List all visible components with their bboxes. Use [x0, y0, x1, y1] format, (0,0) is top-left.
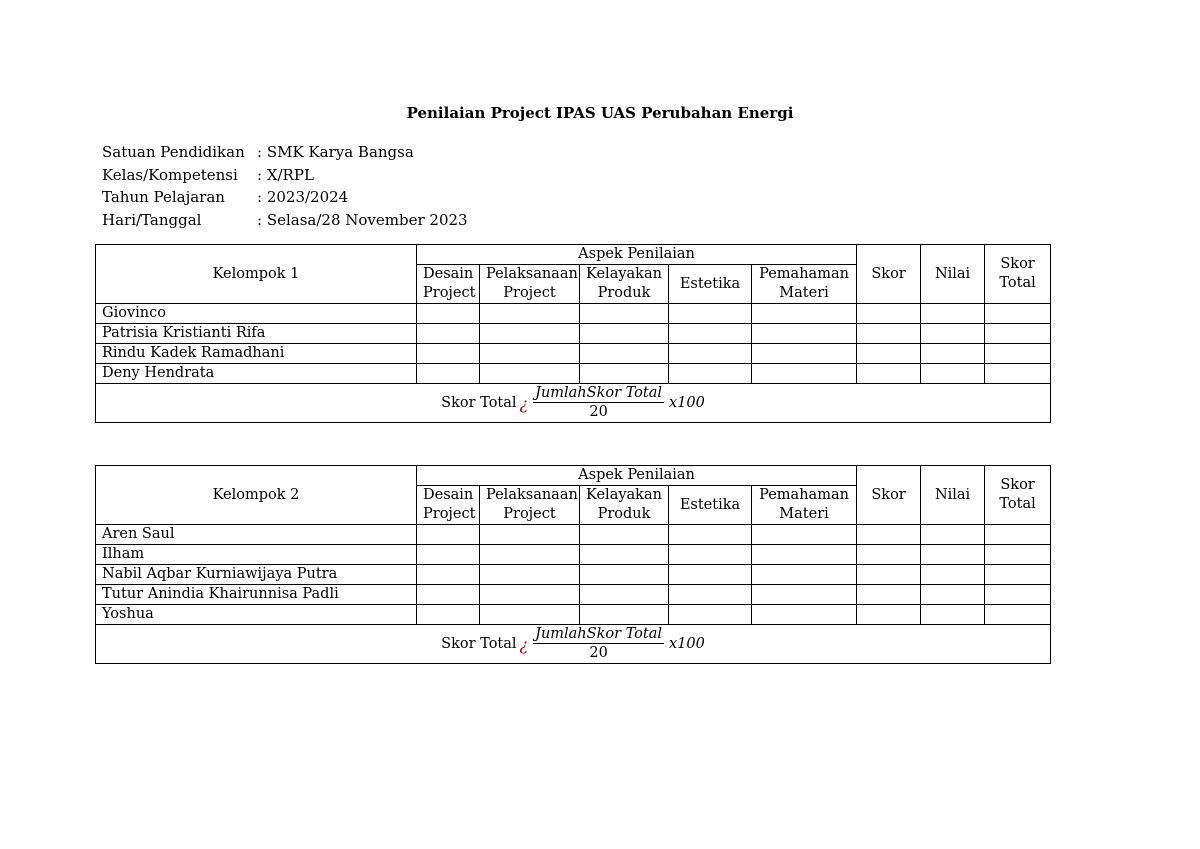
member-name: Aren Saul: [96, 525, 417, 545]
formula-multiplier: x100: [669, 394, 705, 411]
header-line: Kelayakan: [586, 266, 662, 282]
formula-symbol: ¿: [519, 393, 529, 413]
score-cell[interactable]: [985, 525, 1051, 545]
info-label: Satuan Pendidikan: [102, 143, 245, 161]
score-cell[interactable]: [857, 525, 921, 545]
skor-header: Skor: [857, 245, 921, 304]
table-row: [96, 324, 1051, 344]
info-row-tanggal: [102, 209, 468, 232]
header-line: Pelaksanaan: [486, 266, 578, 282]
formula-symbol: ¿: [519, 634, 529, 654]
score-cell[interactable]: [669, 364, 752, 384]
score-cell[interactable]: [985, 565, 1051, 585]
score-cell[interactable]: [752, 344, 857, 364]
pemahaman-header: [752, 486, 857, 525]
skor-header: Skor: [857, 466, 921, 525]
score-cell[interactable]: [480, 304, 580, 324]
score-cell[interactable]: [480, 545, 580, 565]
score-cell[interactable]: [480, 525, 580, 545]
member-name: Patrisia Kristianti Rifa: [96, 324, 417, 344]
score-cell[interactable]: [752, 525, 857, 545]
score-cell[interactable]: [752, 324, 857, 344]
score-cell[interactable]: [580, 585, 669, 605]
member-name: Ilham: [96, 545, 417, 565]
score-cell[interactable]: [669, 324, 752, 344]
table-row: [96, 565, 1051, 585]
estetika-header: Estetika: [669, 486, 752, 525]
score-cell[interactable]: [921, 364, 985, 384]
score-cell[interactable]: [580, 304, 669, 324]
header-line: Kelayakan: [586, 487, 662, 503]
score-cell[interactable]: [857, 324, 921, 344]
score-cell[interactable]: [857, 545, 921, 565]
skor-total-formula: [441, 626, 705, 662]
score-cell[interactable]: [752, 364, 857, 384]
header-line: Pelaksanaan: [486, 487, 578, 503]
member-name: Nabil Aqbar Kurniawijaya Putra: [96, 565, 417, 585]
table-row: [96, 304, 1051, 324]
score-cell[interactable]: [417, 344, 480, 364]
grading-table-group-2: [95, 465, 1051, 664]
estetika-header: Estetika: [669, 265, 752, 304]
score-cell[interactable]: [985, 605, 1051, 625]
score-cell[interactable]: [580, 364, 669, 384]
score-cell[interactable]: [580, 605, 669, 625]
score-cell[interactable]: [480, 324, 580, 344]
formula-fraction: [533, 385, 664, 421]
skor-total-formula: [441, 385, 705, 421]
score-cell[interactable]: [921, 324, 985, 344]
header-line: Produk: [597, 285, 651, 301]
header-line: Project: [503, 285, 556, 301]
score-cell[interactable]: [752, 304, 857, 324]
member-name: Giovinco: [96, 304, 417, 324]
score-cell[interactable]: [417, 324, 480, 344]
group-name-header: Kelompok 1: [96, 245, 417, 304]
header-line: Produk: [597, 506, 651, 522]
formula-numerator: JumlahSkor Total: [535, 626, 663, 642]
grading-table-group-1: [95, 244, 1051, 423]
info-value: : SMK Karya Bangsa: [257, 143, 414, 161]
score-cell[interactable]: [480, 605, 580, 625]
formula-row: [96, 625, 1051, 664]
score-cell[interactable]: [857, 605, 921, 625]
info-row-tahun: [102, 186, 468, 209]
skor-total-header-line: Total: [999, 496, 1036, 512]
header-line: Project: [423, 285, 476, 301]
header-line: Project: [423, 506, 476, 522]
formula-cell: [96, 625, 1051, 664]
score-cell[interactable]: [417, 605, 480, 625]
score-cell[interactable]: [580, 324, 669, 344]
score-cell[interactable]: [857, 304, 921, 324]
group-name-header: Kelompok 2: [96, 466, 417, 525]
header-line: Project: [503, 506, 556, 522]
table-row: [96, 585, 1051, 605]
table-row: [96, 545, 1051, 565]
score-cell[interactable]: [985, 304, 1051, 324]
table-row: [96, 605, 1051, 625]
member-name: Deny Hendrata: [96, 364, 417, 384]
score-cell[interactable]: [921, 545, 985, 565]
formula-denominator: 20: [589, 404, 608, 420]
skor-total-header-line: Skor: [1000, 256, 1035, 272]
pelaksanaan-header: [480, 486, 580, 525]
document-title: Penilaian Project IPAS UAS Perubahan Energi: [406, 104, 794, 122]
score-cell[interactable]: [669, 344, 752, 364]
score-cell[interactable]: [580, 344, 669, 364]
info-label: Hari/Tanggal: [102, 210, 202, 229]
score-cell[interactable]: [985, 364, 1051, 384]
score-cell[interactable]: [417, 565, 480, 585]
score-cell[interactable]: [985, 585, 1051, 605]
score-cell[interactable]: [752, 545, 857, 565]
skor-total-header: [985, 466, 1051, 525]
score-cell[interactable]: [480, 585, 580, 605]
formula-row: [96, 384, 1051, 423]
aspek-header: Aspek Penilaian: [417, 466, 857, 486]
formula-label: Skor Total: [441, 635, 517, 652]
skor-total-header-line: Total: [999, 275, 1036, 291]
score-cell[interactable]: [857, 565, 921, 585]
score-cell[interactable]: [752, 605, 857, 625]
formula-label: Skor Total: [441, 394, 517, 411]
formula-numerator: JumlahSkor Total: [535, 385, 663, 401]
header-line: Desain: [423, 266, 474, 282]
score-cell[interactable]: [921, 585, 985, 605]
formula-denominator: 20: [589, 645, 608, 661]
score-cell[interactable]: [417, 585, 480, 605]
info-value: : X/RPL: [257, 165, 314, 184]
score-cell[interactable]: [857, 585, 921, 605]
score-cell[interactable]: [752, 565, 857, 585]
skor-total-header-line: Skor: [1000, 477, 1035, 493]
member-name: Tutur Anindia Khairunnisa Padli: [96, 585, 417, 605]
score-cell[interactable]: [480, 565, 580, 585]
formula-multiplier: x100: [669, 635, 705, 652]
skor-total-header: [985, 245, 1051, 304]
table-row: [96, 364, 1051, 384]
score-cell[interactable]: [857, 364, 921, 384]
score-cell[interactable]: [985, 324, 1051, 344]
pemahaman-header: [752, 265, 857, 304]
score-cell[interactable]: [985, 344, 1051, 364]
score-cell[interactable]: [480, 344, 580, 364]
score-cell[interactable]: [580, 525, 669, 545]
score-cell[interactable]: [669, 304, 752, 324]
info-row-satuan: [102, 141, 468, 164]
info-row-kelas: [102, 164, 468, 187]
kelayakan-header: [580, 486, 669, 525]
aspek-header: Aspek Penilaian: [417, 245, 857, 265]
header-line: Pemahaman: [759, 266, 849, 282]
table-row: [96, 525, 1051, 545]
score-cell[interactable]: [669, 545, 752, 565]
score-cell[interactable]: [417, 304, 480, 324]
score-cell[interactable]: [921, 565, 985, 585]
score-cell[interactable]: [417, 545, 480, 565]
info-label: Kelas/Kompetensi: [102, 165, 238, 184]
info-value: : Selasa/28 November 2023: [257, 210, 468, 229]
score-cell[interactable]: [921, 525, 985, 545]
nilai-header: Nilai: [921, 466, 985, 525]
desain-header: [417, 265, 480, 304]
score-cell[interactable]: [480, 364, 580, 384]
formula-fraction: [533, 626, 664, 662]
info-block: [102, 141, 468, 231]
score-cell[interactable]: [857, 344, 921, 364]
score-cell[interactable]: [669, 525, 752, 545]
info-value: : 2023/2024: [257, 188, 349, 206]
table-row: [96, 344, 1051, 364]
header-line: Materi: [779, 506, 829, 522]
score-cell[interactable]: [669, 585, 752, 605]
nilai-header: Nilai: [921, 245, 985, 304]
header-line: Materi: [779, 285, 829, 301]
score-cell[interactable]: [921, 344, 985, 364]
member-name: Rindu Kadek Ramadhani: [96, 344, 417, 364]
desain-header: [417, 486, 480, 525]
info-label: Tahun Pelajaran: [102, 188, 225, 206]
score-cell[interactable]: [752, 585, 857, 605]
score-cell[interactable]: [580, 565, 669, 585]
score-cell[interactable]: [580, 545, 669, 565]
header-line: Desain: [423, 487, 474, 503]
kelayakan-header: [580, 265, 669, 304]
score-cell[interactable]: [921, 605, 985, 625]
pelaksanaan-header: [480, 265, 580, 304]
header-line: Pemahaman: [759, 487, 849, 503]
score-cell[interactable]: [417, 525, 480, 545]
member-name: Yoshua: [96, 605, 417, 625]
score-cell[interactable]: [417, 364, 480, 384]
score-cell[interactable]: [985, 545, 1051, 565]
score-cell[interactable]: [921, 304, 985, 324]
score-cell[interactable]: [669, 565, 752, 585]
score-cell[interactable]: [669, 605, 752, 625]
formula-cell: [96, 384, 1051, 423]
